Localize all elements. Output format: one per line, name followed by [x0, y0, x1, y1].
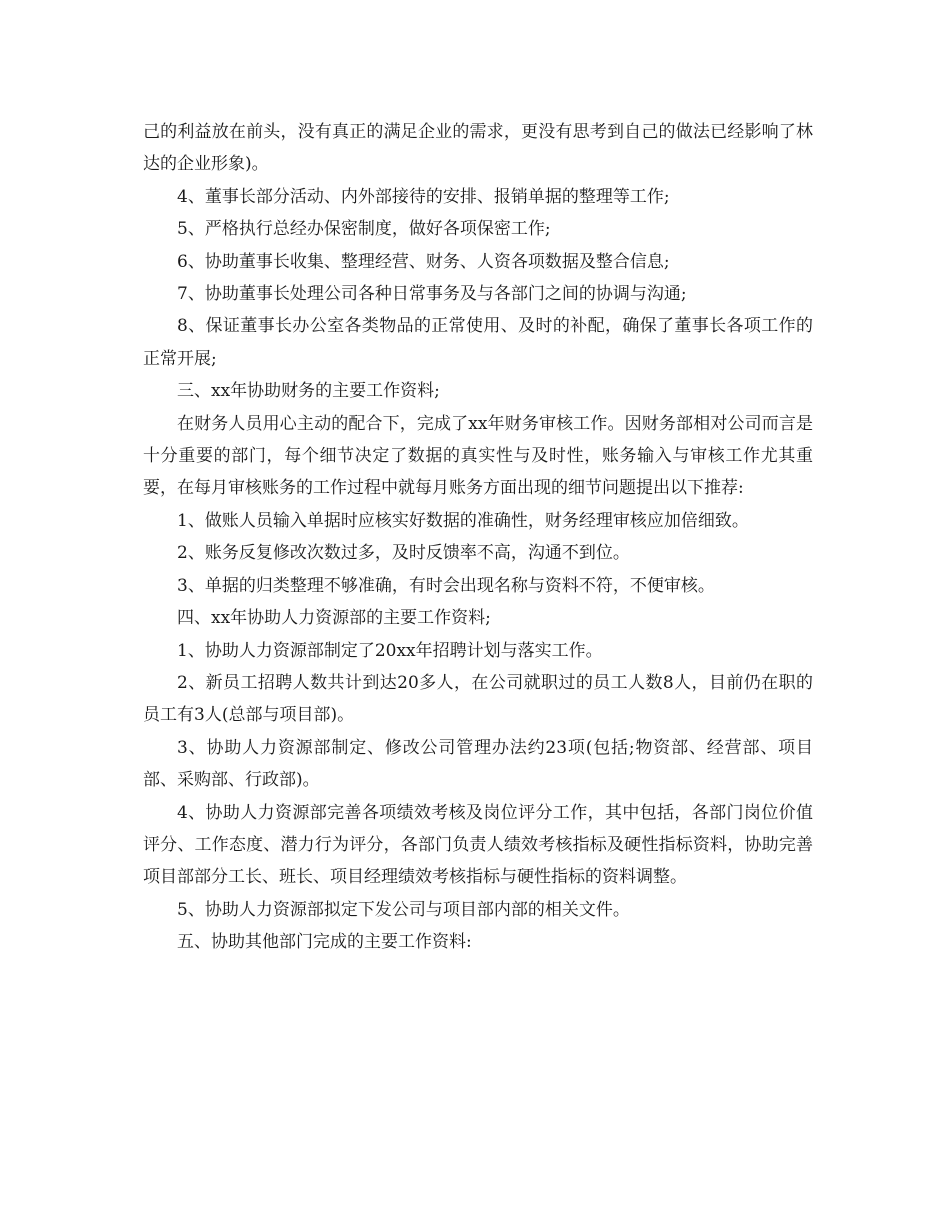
paragraph-item-7-daily-affairs: 7、协助董事长处理公司各种日常事务及与各部门之间的协调与沟通; [177, 284, 687, 305]
paragraph-hr-item-1: 1、协助人力资源部制定了20xx年招聘计划与落实工作。 [177, 640, 603, 661]
section-heading-other-departments: 五、协助其他部门完成的主要工作资料: [177, 932, 472, 953]
paragraph-hr-item-4: 4、协助人力资源部完善各项绩效考核及岗位评分工作，其中包括，各部门岗位价值评分、工作态度、潜力行为评分，各部门负责人绩效考核指标及硬性指标资料，协助完善项目部部分工长、班长、项目经理绩效考核指标与硬性指标的资料调整。 [143, 802, 813, 888]
paragraph-hr-item-2: 2、新员工招聘人数共计到达20多人，在公司就职过的员工人数8人，目前仍在职的员工有3人(总部与项目部)。 [143, 672, 813, 726]
paragraph-finance-item-2: 2、账务反复修改次数过多，及时反馈率不高，沟通不到位。 [177, 543, 630, 564]
paragraph-hr-item-5: 5、协助人力资源部拟定下发公司与项目部内部的相关文件。 [177, 899, 630, 920]
paragraph-finance-item-3: 3、单据的归类整理不够准确，有时会出现名称与资料不符，不便审核。 [177, 575, 715, 596]
section-heading-hr: 四、xx年协助人力资源部的主要工作资料; [177, 608, 491, 629]
paragraph-item-5-confidentiality: 5、严格执行总经办保密制度，做好各项保密工作; [177, 219, 551, 240]
document-body [143, 116, 813, 959]
paragraph-item-4-chairman-activities: 4、董事长部分活动、内外部接待的安排、报销单据的整理等工作; [177, 186, 670, 207]
paragraph-hr-item-3: 3、协助人力资源部制定、修改公司管理办法约23项(包括;物资部、经营部、项目部、采购部、行政部)。 [143, 737, 813, 791]
paragraph-item-8-office-supplies: 8、保证董事长办公室各类物品的正常使用、及时的补配，确保了董事长各项工作的正常开展; [143, 316, 813, 369]
paragraph-finance-item-1: 1、做账人员输入单据时应核实好数据的准确性，财务经理审核应加倍细致。 [177, 510, 749, 531]
paragraph-finance-intro: 在财务人员用心主动的配合下，完成了xx年财务审核工作。因财务部相对公司而言是十分重要的部门，每个细节决定了数据的真实性与及时性，账务输入与审核工作尤其重要，在每月审核账务的工作过程中就每月账务方面出现的细节问题提出以下推荐: [143, 413, 813, 499]
paragraph-item-6-data-collection: 6、协助董事长收集、整理经营、财务、人资各项数据及整合信息; [177, 251, 670, 272]
paragraph-continuation: 己的利益放在前头，没有真正的满足企业的需求，更没有思考到自己的做法已经影响了林达的企业形象)。 [143, 122, 813, 175]
section-heading-finance: 三、xx年协助财务的主要工作资料; [177, 381, 440, 402]
